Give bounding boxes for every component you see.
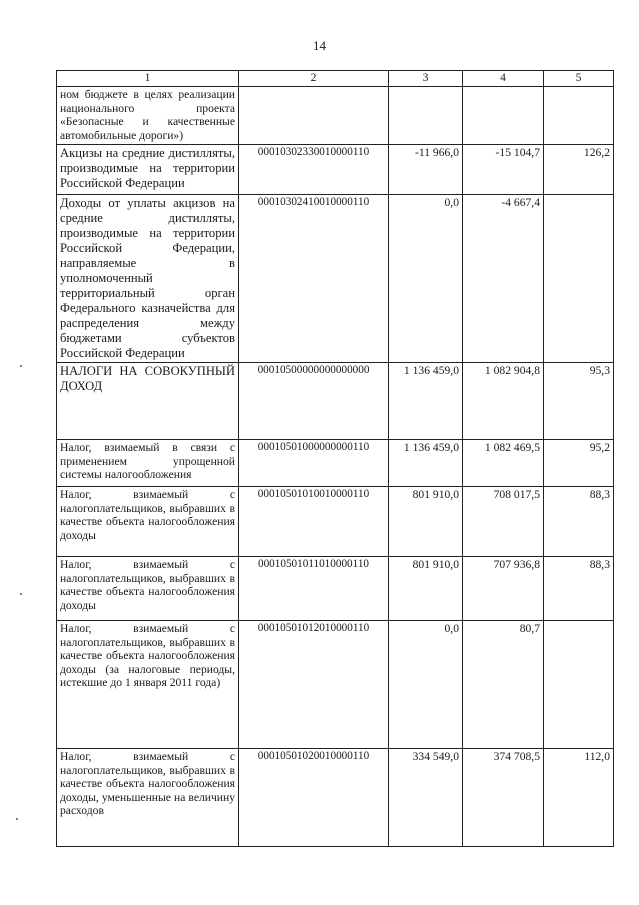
header-col-4: 4 — [463, 71, 544, 87]
row-col5: 88,3 — [544, 487, 614, 557]
row-col5: 126,2 — [544, 145, 614, 195]
row-col4: -15 104,7 — [463, 145, 544, 195]
row-code: 00010501011010000110 — [239, 557, 389, 621]
row-name: Акцизы на средние дистилляты, производимые на территории Российской Федерации — [57, 145, 239, 195]
header-col-5: 5 — [544, 71, 614, 87]
table-row — [57, 87, 614, 145]
row-name: Налог, взимаемый с налогоплательщиков, выбравших в качестве объекта налогообложения доходы (за налоговые периоды, истекшие до 1 января 2011 года) — [57, 621, 239, 749]
table-row — [57, 621, 614, 749]
header-col-1: 1 — [57, 71, 239, 87]
header-col-2: 2 — [239, 71, 389, 87]
row-code: 00010501010010000110 — [239, 487, 389, 557]
row-col5 — [544, 87, 614, 145]
row-col3: 334 549,0 — [389, 749, 463, 847]
row-col5 — [544, 621, 614, 749]
row-name: ном бюджете в целях реализации национального проекта «Безопасные и качественные автомобильные дороги») — [57, 87, 239, 145]
row-code: 00010302330010000110 — [239, 145, 389, 195]
row-col5 — [544, 195, 614, 363]
table-row — [57, 195, 614, 363]
table-row — [57, 363, 614, 440]
row-name: Налог, взимаемый с налогоплательщиков, выбравших в качестве объекта налогообложения доходы, уменьшенные на величину расходов — [57, 749, 239, 847]
row-col4 — [463, 87, 544, 145]
row-col3: -11 966,0 — [389, 145, 463, 195]
table-row — [57, 440, 614, 487]
scan-mark — [20, 365, 22, 367]
row-code: 00010501020010000110 — [239, 749, 389, 847]
revenue-table — [56, 70, 614, 847]
row-col3: 801 910,0 — [389, 487, 463, 557]
header-row — [57, 71, 614, 87]
scan-mark — [20, 593, 22, 595]
row-col3: 1 136 459,0 — [389, 440, 463, 487]
row-col3: 0,0 — [389, 621, 463, 749]
row-col4: 80,7 — [463, 621, 544, 749]
row-col4: 707 936,8 — [463, 557, 544, 621]
row-code — [239, 87, 389, 145]
row-col3 — [389, 87, 463, 145]
row-col5: 112,0 — [544, 749, 614, 847]
table-row — [57, 487, 614, 557]
page-number: 14 — [313, 38, 326, 53]
scan-mark — [16, 818, 18, 820]
row-col4: 1 082 904,8 — [463, 363, 544, 440]
row-name: Налог, взимаемый с налогоплательщиков, выбравших в качестве объекта налогообложения доходы — [57, 487, 239, 557]
row-name: Доходы от уплаты акцизов на средние дистилляты, производимые на территории Российской Федерации, направляемые в уполномоченный территориальный орган Федерального казначейства для распределения между бюджетами субъектов Российской Федерации — [57, 195, 239, 363]
table-row — [57, 145, 614, 195]
row-col4: 374 708,5 — [463, 749, 544, 847]
row-code: 00010500000000000000 — [239, 363, 389, 440]
table-row — [57, 749, 614, 847]
row-col4: 708 017,5 — [463, 487, 544, 557]
row-col4: 1 082 469,5 — [463, 440, 544, 487]
row-col3: 1 136 459,0 — [389, 363, 463, 440]
row-name: НАЛОГИ НА СОВОКУПНЫЙ ДОХОД — [57, 363, 239, 440]
row-name: Налог, взимаемый с налогоплательщиков, выбравших в качестве объекта налогообложения доходы — [57, 557, 239, 621]
row-name: Налог, взимаемый в связи с применением упрощенной системы налогообложения — [57, 440, 239, 487]
row-code: 00010302410010000110 — [239, 195, 389, 363]
row-code: 00010501000000000110 — [239, 440, 389, 487]
table-row — [57, 557, 614, 621]
row-col5: 88,3 — [544, 557, 614, 621]
row-col3: 801 910,0 — [389, 557, 463, 621]
header-col-3: 3 — [389, 71, 463, 87]
row-col5: 95,2 — [544, 440, 614, 487]
row-col4: -4 667,4 — [463, 195, 544, 363]
row-code: 00010501012010000110 — [239, 621, 389, 749]
row-col3: 0,0 — [389, 195, 463, 363]
row-col5: 95,3 — [544, 363, 614, 440]
